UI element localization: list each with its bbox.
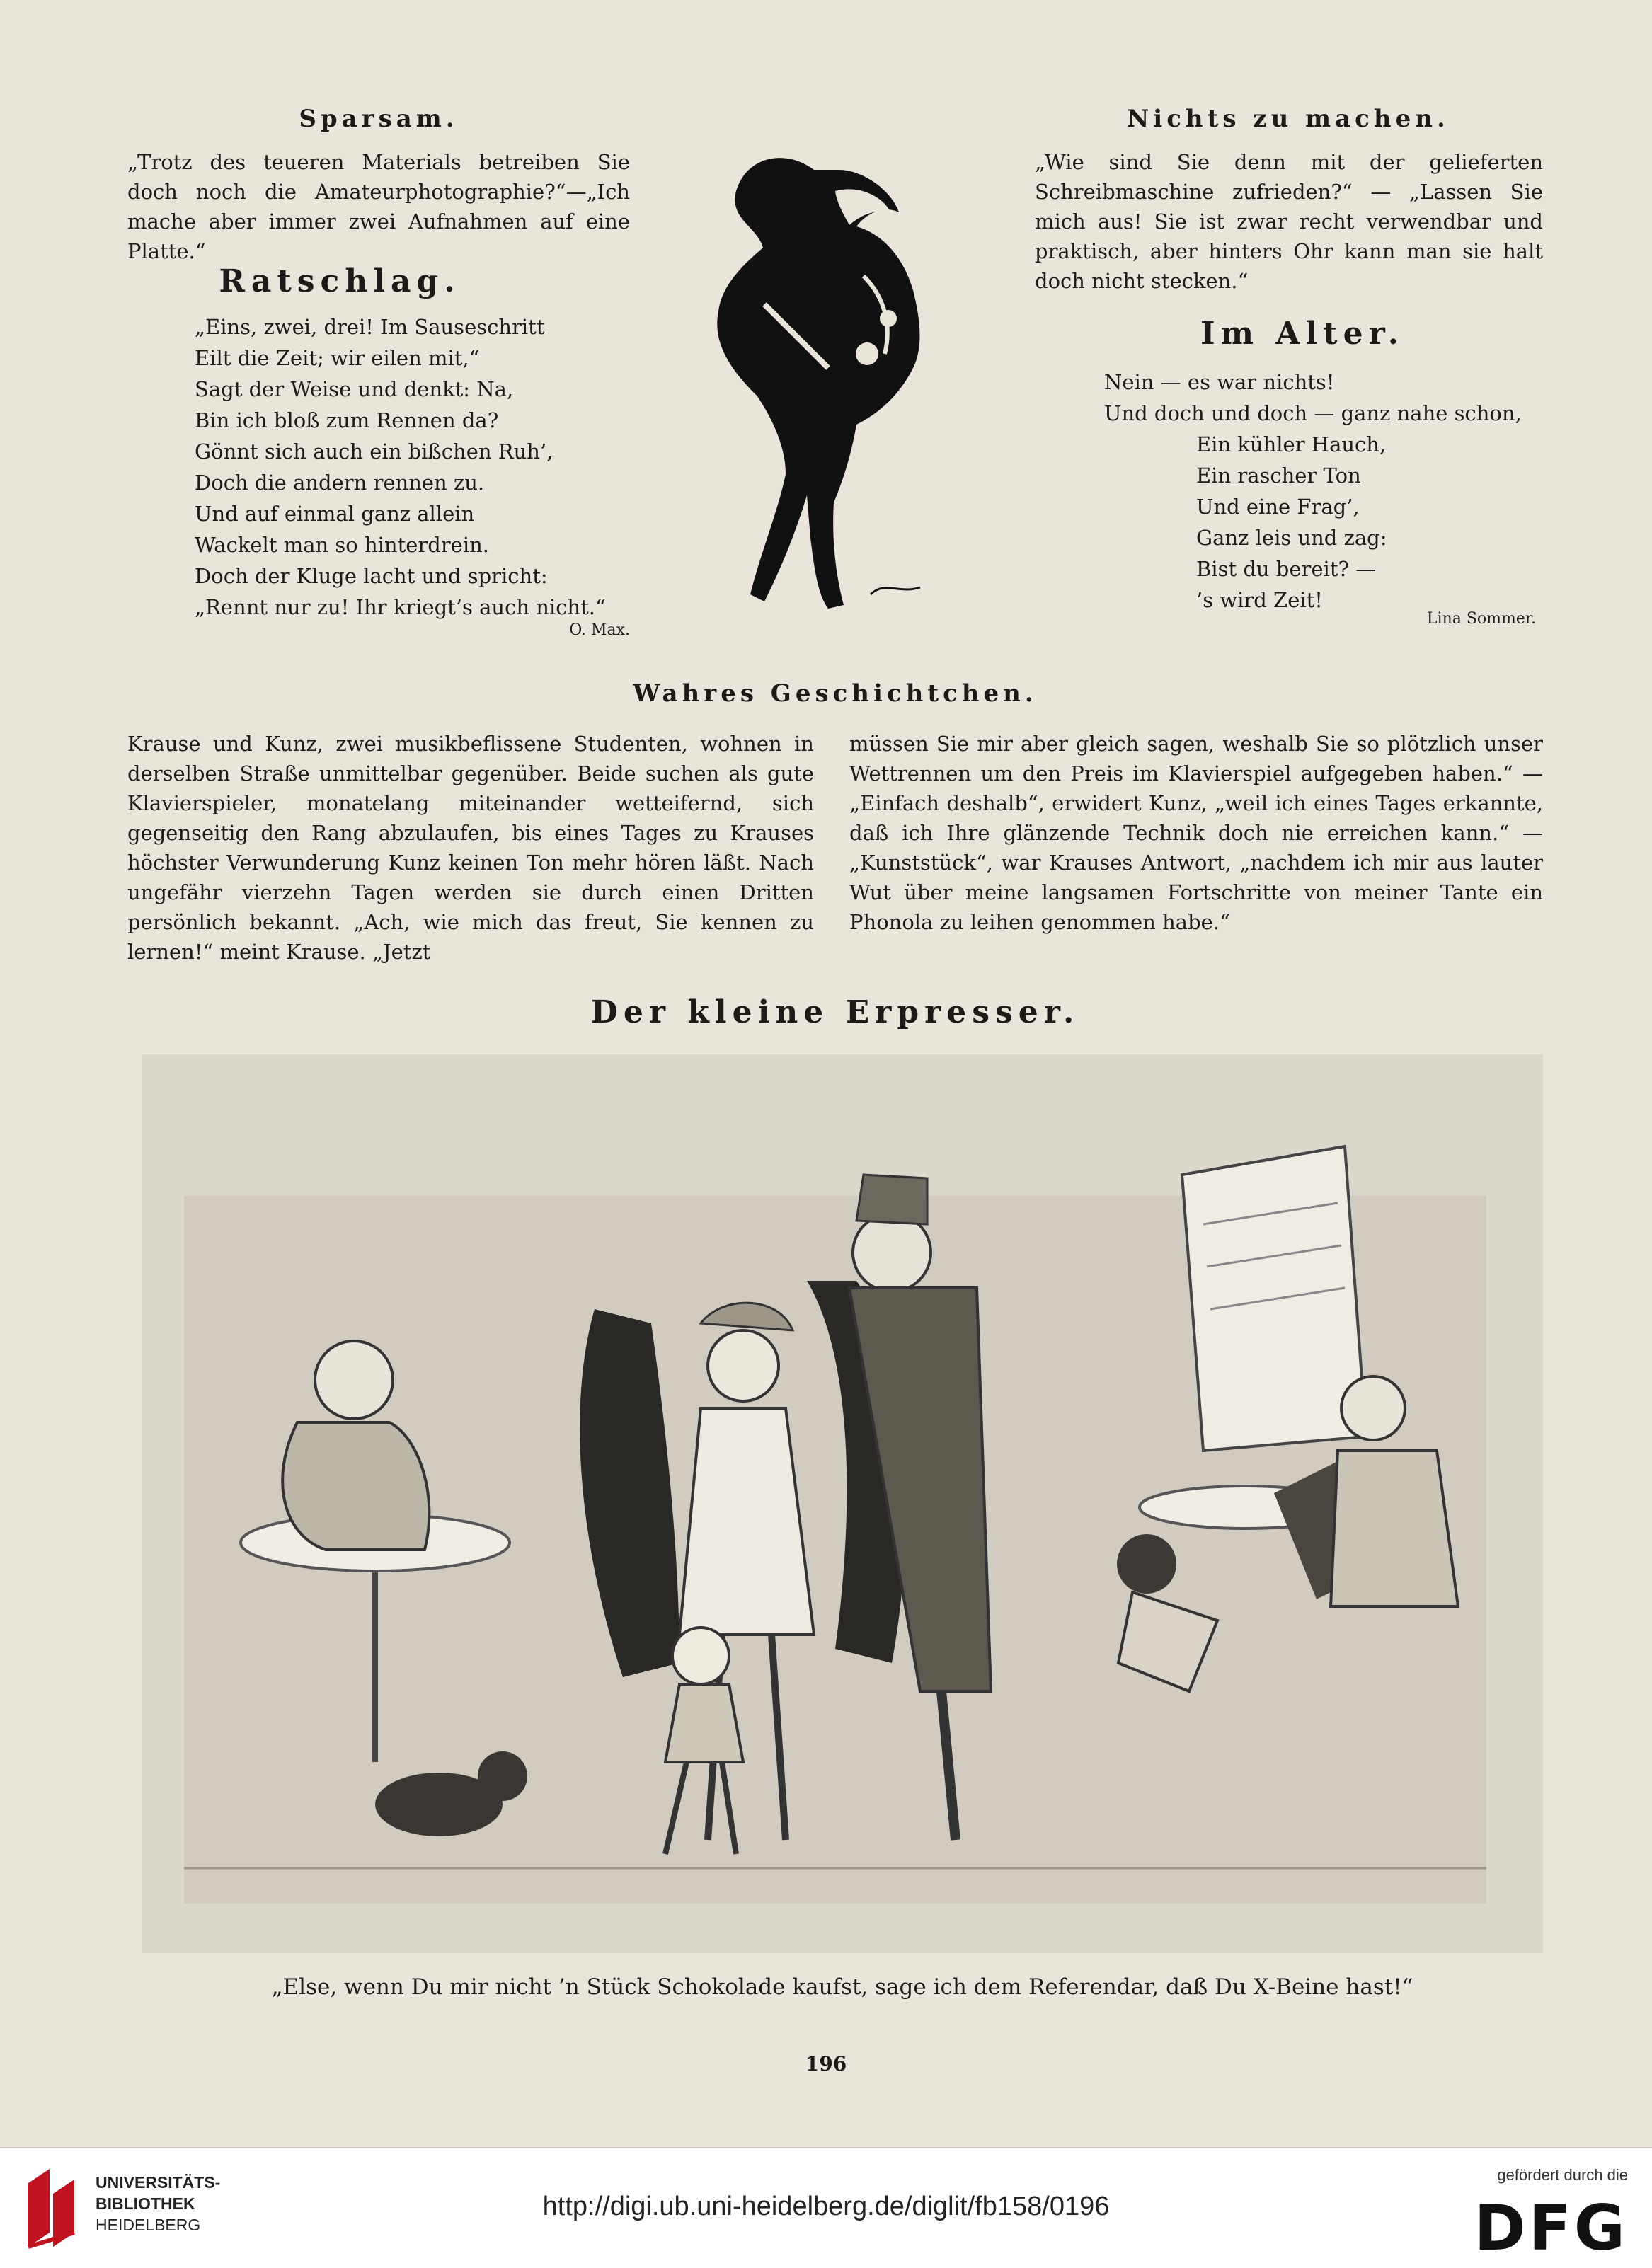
verse-line: Bist du bereit? — [1196, 557, 1377, 581]
library-name-line: UNIVERSITÄTS- [96, 2173, 221, 2192]
source-url-link[interactable]: http://digi.ub.uni-heidelberg.de/diglit/fb158/0196 [542, 2192, 1110, 2221]
heading-wahres-geschichtchen: Wahres Geschichtchen. [633, 679, 1038, 708]
paragraph: Krause und Kunz, zwei musikbeflissene Studenten, wohnen in derselben Straße unmittelbar gegenüber. Beide suchen als gute Klavierspieler, monatelang miteinander wetteifernd, sich gegenseitig den Rang abzulaufen, bis eines Tages zu Krauses höchster Verwunderung Kunz keinen Ton mehr hören läßt. Nach ungefähr vierzehn Tagen werden sie durch einen Dritten persönlich bekannt. „Ach, wie mich das freut, Sie kennen zu lernen!“ meint Krause. „Jetzt [127, 732, 814, 964]
verse-line: Doch der Kluge lacht und spricht: [195, 564, 548, 588]
poem-im-alter [1104, 367, 1543, 616]
verse-line: Ganz leis und zag: [1196, 526, 1387, 550]
verse-line: Bin ich bloß zum Rennen da? [195, 408, 499, 432]
dfg-logo: DFG [1474, 2192, 1628, 2264]
verse-line: Gönnt sich auch ein bißchen Ruh’, [195, 439, 553, 464]
text-wahres-col2 [849, 729, 1543, 937]
paragraph: „Wie sind Sie denn mit der gelieferten Schreibmaschine zufrieden?“ — „Lassen Sie mich aus! Sie ist zwar recht verwendbar und praktisch, aber hinters Ohr kann man sie halt doch nicht stecken.“ [1035, 150, 1543, 293]
verse-line: Ein kühler Hauch, [1196, 432, 1387, 456]
heading-ratschlag: Ratschlag. [219, 263, 461, 299]
verse-line: Doch die andern rennen zu. [195, 471, 485, 495]
heading-nichts-zu-machen: Nichts zu machen. [1127, 105, 1450, 133]
heading-im-alter: Im Alter. [1200, 316, 1405, 352]
text-wahres-col1 [127, 729, 814, 967]
text-sparsam [127, 147, 630, 266]
library-name-line: BIBLIOTHEK [96, 2194, 195, 2213]
text-nichts-zu-machen [1035, 147, 1543, 296]
dancer-silhouette-illustration [679, 142, 977, 630]
author-ratschlag: O. Max. [569, 621, 630, 639]
verse-line: Und doch und doch — ganz nahe schon, [1104, 401, 1522, 425]
illustration-caption: „Else, wenn Du mir nicht ’n Stück Schokolade kaufst, sage ich dem Referendar, daß Du X-Beine hast!“ [271, 1974, 1413, 2000]
footer-bar [0, 2147, 1652, 2268]
heading-sparsam: Sparsam. [299, 105, 459, 133]
page-number: 196 [805, 2052, 847, 2076]
poem-ratschlag [195, 311, 633, 623]
verse-line: „Rennt nur zu! Ihr kriegt’s auch nicht.“ [195, 595, 606, 619]
cafe-scene-illustration [142, 1054, 1543, 1953]
paragraph: „Trotz des teueren Materials betreiben Sie doch noch die Amateurphotographie?“—„Ich mache aber immer zwei Aufnahmen auf eine Platte.“ [127, 150, 630, 263]
verse-line: Und eine Frag’, [1196, 495, 1360, 519]
verse-line: Nein — es war nichts! [1104, 370, 1335, 394]
paragraph: müssen Sie mir aber gleich sagen, weshalb Sie so plötzlich unser Wettrennen um den Preis im Klavierspiel aufgegeben haben.“ — „Einfach deshalb“, erwidert Kunz, „weil ich eines Tages erkannte, daß ich Ihre glänzende Technik doch nie erreichen kann.“ — „Kunststück“, war Krauses Antwort, „nachdem ich mir aus lauter Wut über meine langsamen Fortschritte von meiner Tante ein Phonola zu leihen genommen habe.“ [849, 732, 1543, 934]
verse-line: Ein rascher Ton [1196, 464, 1361, 488]
verse-line: Eilt die Zeit; wir eilen mit,“ [195, 346, 480, 370]
heading-der-kleine-erpresser: Der kleine Erpresser. [590, 994, 1080, 1030]
library-name-line: HEIDELBERG [96, 2216, 201, 2234]
verse-line: Sagt der Weise und denkt: Na, [195, 377, 514, 401]
author-im-alter: Lina Sommer. [1426, 610, 1536, 628]
verse-line: Und auf einmal ganz allein [195, 502, 475, 526]
verse-line: „Eins, zwei, drei! Im Sauseschritt [195, 315, 545, 339]
verse-line: Wackelt man so hinterdrein. [195, 533, 490, 557]
funder-label: gefördert durch die [1497, 2166, 1628, 2184]
verse-line: ’s wird Zeit! [1196, 588, 1323, 612]
